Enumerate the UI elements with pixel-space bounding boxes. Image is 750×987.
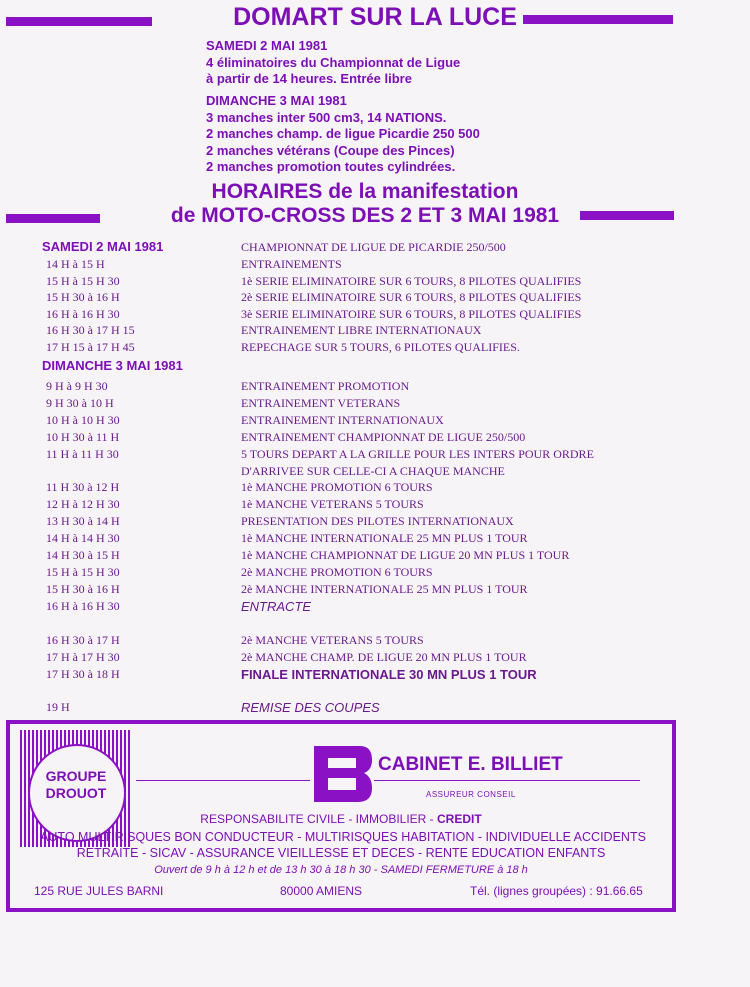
schedule-description: PRESENTATION DES PILOTES INTERNATIONAUX (241, 514, 514, 529)
schedule-time: 15 H à 15 H 30 (46, 564, 120, 579)
schedule-time: 16 H à 16 H 30 (46, 306, 120, 321)
schedule-row (46, 290, 746, 307)
schedule-description: REPECHAGE SUR 5 TOURS, 6 PILOTES QUALIFIES. (241, 340, 520, 354)
intro-line: 2 manches champ. de ligue Picardie 250 500 (206, 126, 480, 141)
schedule-time: 17 H à 17 H 30 (46, 649, 120, 664)
schedule-time: 14 H à 14 H 30 (46, 531, 120, 546)
intro-line: 4 éliminatoires du Championnat de Ligue (206, 55, 461, 70)
schedule-description: ENTRAINEMENT INTERNATIONAUX (241, 412, 444, 427)
page-title: DOMART SUR LA LUCE (233, 3, 517, 31)
schedule-row (46, 548, 746, 565)
schedule-time: 15 H 30 à 16 H (46, 290, 120, 305)
schedule-time: 10 H 30 à 11 H (46, 429, 120, 444)
schedule-time: 17 H 30 à 18 H (46, 666, 120, 681)
schedule-row (46, 497, 746, 514)
schedule-time: 12 H à 12 H 30 (46, 497, 120, 512)
intro-line: 2 manches promotion toutes cylindrées. (206, 159, 456, 174)
divider (136, 780, 316, 781)
logo-text: GROUPE DROUOT (45, 768, 107, 801)
schedule-description: ENTRAINEMENT PROMOTION (241, 379, 410, 393)
intro-line: à partir de 14 heures. Entrée libre (206, 71, 412, 86)
schedule-time: 16 H 30 à 17 H (46, 633, 120, 647)
ad-city: 80000 AMIENS (280, 884, 363, 898)
schedule-description: 1è MANCHE INTERNATIONALE 25 MN PLUS 1 TOUR (241, 531, 528, 546)
schedule-description: CHAMPIONNAT DE LIGUE DE PICARDIE 250/500 (241, 240, 506, 254)
schedule-time: 15 H 30 à 16 H (46, 581, 120, 596)
schedule-time: 19 H (46, 700, 70, 714)
schedule-description: 2è MANCHE CHAMP. DE LIGUE 20 MN PLUS 1 TOUR (241, 649, 527, 664)
company-name: CABINET E. BILLIET (378, 754, 563, 775)
schedule-row (46, 565, 746, 582)
schedule-description: ENTRAINEMENT CHAMPIONNAT DE LIGUE 250/500 (241, 429, 526, 444)
ad-phone: Tél. (lignes groupées) : 91.66.65 (470, 884, 643, 898)
company-tagline: ASSUREUR CONSEIL (426, 790, 516, 799)
divider (370, 780, 640, 781)
schedule-time: 13 H 30 à 14 H (46, 514, 120, 529)
schedule-description: ENTRAINEMENT VETERANS (241, 395, 401, 410)
schedule-description: D'ARRIVEE SUR CELLE-CI A CHAQUE MANCHE (241, 463, 505, 478)
ad-line: RETRAITE - SICAV - ASSURANCE VIEILLESSE ET DECES - RENTE EDUCATION ENFANTS (76, 846, 606, 860)
schedule-row (46, 633, 746, 650)
schedule-description: 1è MANCHE PROMOTION 6 TOURS (241, 480, 433, 495)
schedule-description: 3è SERIE ELIMINATOIRE SUR 6 TOURS, 8 PILOTES QUALIFIES (241, 306, 582, 321)
schedule-description: 2è SERIE ELIMINATOIRE SUR 6 TOURS, 8 PILOTES QUALIFIES (241, 290, 582, 305)
schedule-row (46, 667, 746, 684)
ad-line: AUTO MULTIRISQUES BON CONDUCTEUR - MULTIRISQUES HABITATION - INDIVIDUELLE ACCIDENTS (40, 830, 646, 844)
schedule-row (46, 240, 746, 257)
schedule-description: REMISE DES COUPES (241, 700, 380, 715)
schedule-row (46, 396, 746, 413)
intro-line: 3 manches inter 500 cm3, 14 NATIONS. (206, 110, 447, 125)
schedule-description: 1è MANCHE VETERANS 5 TOURS (241, 497, 424, 512)
schedule-time: 11 H 30 à 12 H (46, 480, 120, 495)
schedule-row (46, 379, 746, 396)
intro-line: DIMANCHE 3 MAI 1981 (206, 93, 347, 108)
schedule-description: ENTRAINEMENTS (241, 257, 342, 271)
schedule-time: 14 H à 15 H (46, 257, 105, 271)
schedule-description: 1è MANCHE CHAMPIONNAT DE LIGUE 20 MN PLUS 1 TOUR (241, 548, 570, 562)
schedule-time: 14 H 30 à 15 H (46, 548, 120, 562)
schedule-row (46, 582, 746, 599)
schedule-row (46, 430, 746, 447)
day-header-sunday: DIMANCHE 3 MAI 1981 (42, 358, 183, 373)
ad-line (10, 812, 672, 826)
schedule-time: 15 H à 15 H 30 (46, 273, 120, 288)
schedule-row (46, 307, 746, 324)
schedule-time: 16 H 30 à 17 H 15 (46, 323, 135, 338)
schedule-row (46, 257, 746, 274)
intro-line: SAMEDI 2 MAI 1981 (206, 38, 328, 53)
intro-line: 2 manches vétérans (Coupe des Pinces) (206, 143, 455, 158)
schedule-time: 16 H à 16 H 30 (46, 598, 120, 613)
schedule-row (46, 700, 746, 717)
schedule-description: ENTRACTE (241, 598, 312, 614)
ad-line-credit: CREDIT (437, 812, 482, 826)
schedule-row (46, 480, 746, 497)
schedule-description: 2è MANCHE VETERANS 5 TOURS (241, 633, 424, 647)
schedule-description: ENTRAINEMENT LIBRE INTERNATIONAUX (241, 323, 482, 338)
ad-hours: Ouvert de 9 h à 12 h et de 13 h 30 à 18 h 30 - SAMEDI FERMETURE à 18 h (154, 864, 528, 876)
schedule-row (46, 464, 746, 481)
schedule-time: 10 H à 10 H 30 (46, 412, 120, 427)
schedule-description: 5 TOURS DEPART A LA GRILLE POUR LES INTERS POUR ORDRE (241, 446, 594, 461)
schedule-row (46, 340, 746, 357)
schedule-row (46, 413, 746, 430)
schedule-row (46, 514, 746, 531)
schedule-title: HORAIRES de la manifestation (211, 180, 519, 203)
advertisement (6, 720, 676, 912)
schedule-subtitle: de MOTO-CROSS DES 2 ET 3 MAI 1981 (170, 204, 560, 227)
schedule-row (46, 447, 746, 464)
ad-line-text: RESPONSABILITE CIVILE - IMMOBILIER - (200, 812, 438, 826)
schedule-time: 9 H 30 à 10 H (46, 395, 114, 410)
schedule-description: 2è MANCHE PROMOTION 6 TOURS (241, 564, 433, 579)
schedule-row (46, 323, 746, 340)
eb-logo-icon (310, 744, 374, 806)
day-header-saturday: SAMEDI 2 MAI 1981 (42, 239, 164, 254)
schedule-time: 11 H à 11 H 30 (46, 446, 119, 461)
schedule-row (46, 650, 746, 667)
schedule-time: 17 H 15 à 17 H 45 (46, 340, 135, 354)
schedule-description: 2è MANCHE INTERNATIONALE 25 MN PLUS 1 TOUR (241, 581, 528, 596)
schedule-row (46, 599, 746, 616)
ad-address: 125 RUE JULES BARNI (34, 884, 164, 898)
schedule-description: FINALE INTERNATIONALE 30 MN PLUS 1 TOUR (241, 666, 537, 682)
schedule-description: 1è SERIE ELIMINATOIRE SUR 6 TOURS, 8 PILOTES QUALIFIES (241, 273, 582, 288)
schedule-time: 9 H à 9 H 30 (46, 379, 108, 393)
schedule-row (46, 531, 746, 548)
schedule-row (46, 274, 746, 291)
